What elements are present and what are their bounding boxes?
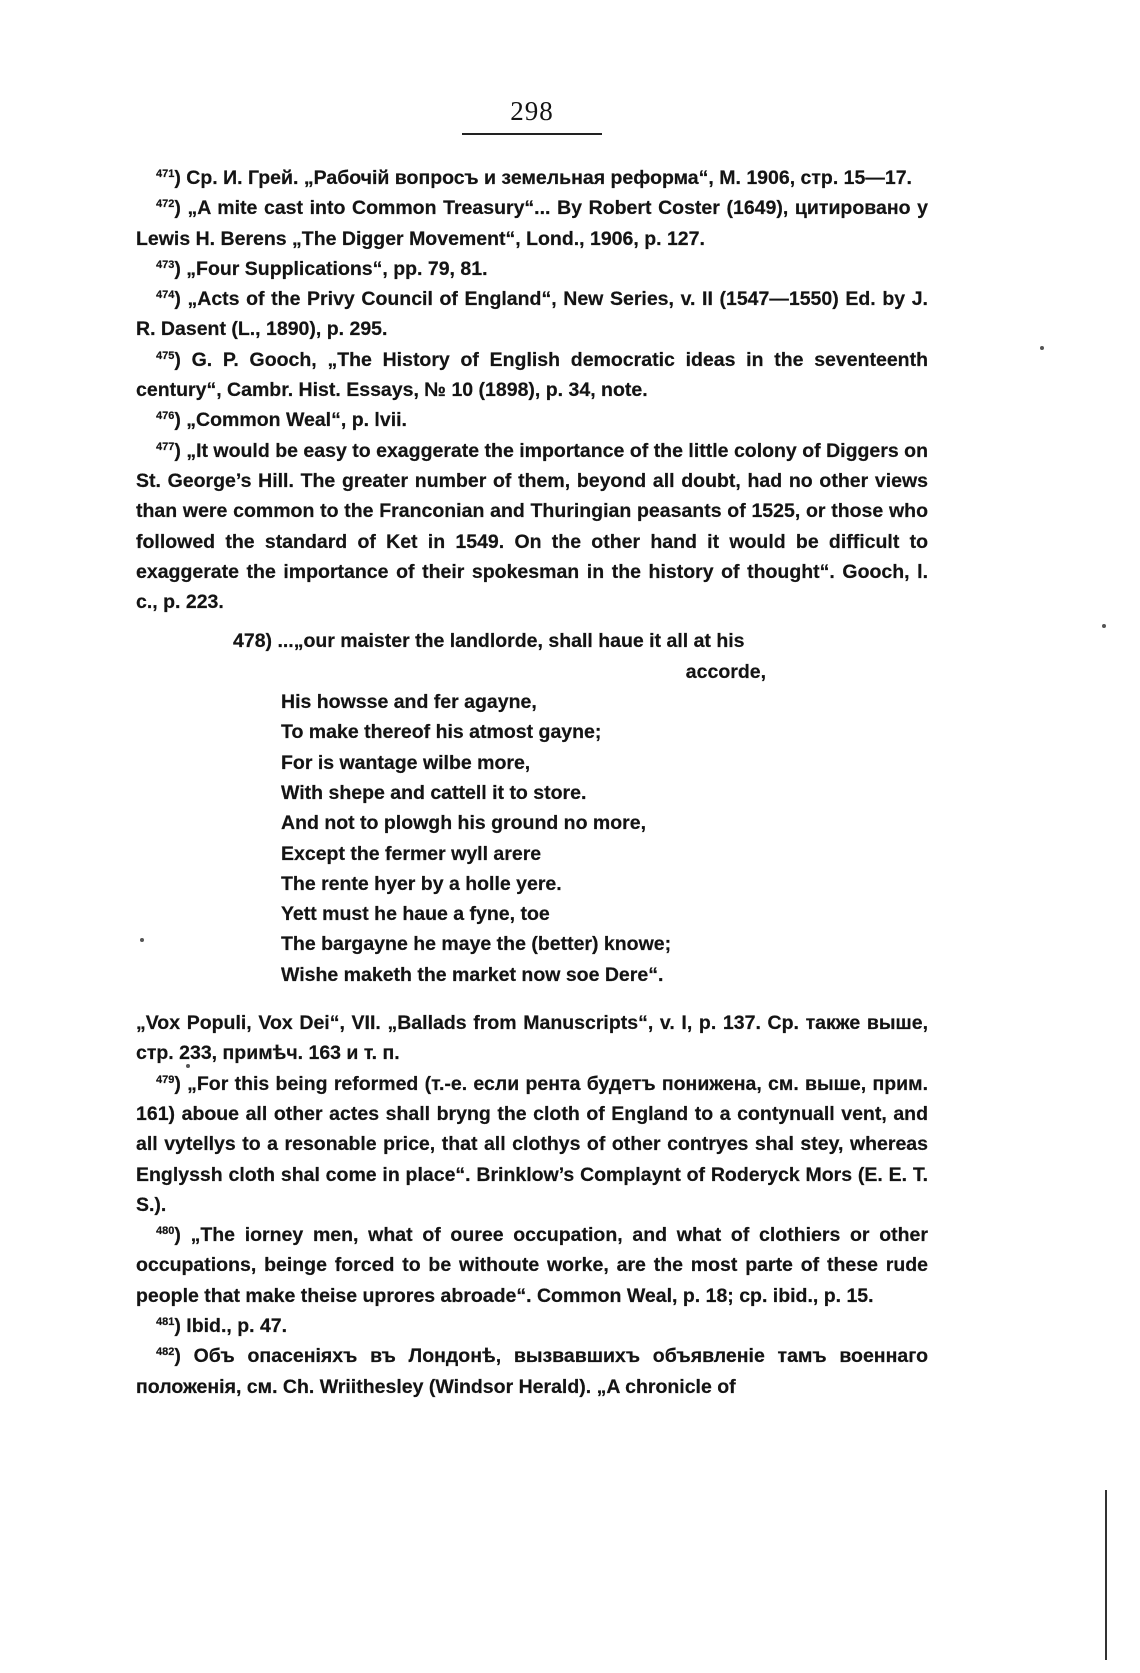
- footnote-number: 472: [156, 198, 175, 211]
- footnote-text: Объ опасеніяхъ въ Лондонѣ, вызвавшихъ объявленіе тамъ военнаго положенія, см. Ch. Wriithesley (Windsor Herald). „A chronicle of: [136, 1345, 928, 1398]
- poem-line: To make thereof his atmost gayne;: [281, 721, 602, 744]
- scan-speck: [1102, 624, 1106, 628]
- poem-line-continuation: accorde,: [685, 660, 766, 683]
- poem-line: His howsse and fer agayne,: [281, 691, 537, 714]
- footnote-number: 478: [233, 630, 266, 653]
- footnote-text: „The iorney men, what of ouree occupation, and what of clothiers or other occupations, beinge forced to be withoute worke, are the most parte of these rude people that make theise uprores abroade“. Common Weal, p. 18; cp. ibid., p. 15.: [136, 1224, 928, 1307]
- footnote-472: $^{472}$) „A mite cast into Common Treasury“... By Robert Coster (1649), цитировано у Lewis H. Berens „The Digger Movement“, Lond., 1906, p. 127.: [136, 197, 928, 250]
- footnotes-body: [136, 163, 928, 1402]
- footnote-number: 474: [156, 289, 175, 302]
- footnote-text: Ibid., p. 47.: [186, 1314, 288, 1337]
- footnote-476: $^{476}$) „Common Weal“, p. lvii.: [156, 409, 407, 432]
- footnote-number: 482: [156, 1346, 175, 1359]
- footnote-text: „Four Supplications“, pp. 79, 81.: [186, 257, 488, 280]
- poem-line: Wishe maketh the market now soe Dere“.: [281, 963, 664, 986]
- footnote-482: $^{482}$) Объ опасеніяхъ въ Лондонѣ, вызвавшихъ объявленіе тамъ военнаго положенія, см. Ch. Wriithesley (Windsor Herald). „A chronicle of: [136, 1345, 928, 1398]
- scan-speck: [186, 1064, 190, 1068]
- poem-quote: [233, 626, 928, 990]
- footnote-479: $^{479}$) „For this being reformed (т.-е. если рента будетъ понижена, см. выше, прим. 161) aboue all other actes shall bryng the cloth of England to a contynuall vent, and all vytellys to a resonable price, that all clothys of other contryes shal stey, whereas Englyssh cloth shal come in place“. Brinklow’s Complaynt of Roderyck Mors (E. E. T. S.).: [136, 1072, 928, 1216]
- footnote-number: 481: [156, 1315, 175, 1328]
- poem-line: And not to plowgh his ground no more,: [281, 812, 647, 835]
- footnote-471: $^{471}$) Ср. И. Грей. „Рабочій вопросъ и земельная реформа“, М. 1906, стр. 15—17.: [156, 167, 912, 189]
- footnote-number: 476: [156, 410, 175, 423]
- poem-line: With shepe and cattell it to store.: [281, 781, 587, 804]
- footnote-473: $^{473}$) „Four Supplications“, pp. 79, 81.: [156, 257, 488, 280]
- footnote-text: „Common Weal“, p. lvii.: [186, 409, 407, 432]
- footnote-text: „Acts of the Privy Council of England“, New Series, v. II (1547—1550) Ed. by J. R. Dasent (L., 1890), p. 295.: [136, 288, 928, 341]
- footnote-481: $^{481}$) Ibid., p. 47.: [156, 1314, 288, 1337]
- footnote-text: „A mite cast into Common Treasury“... By Robert Coster (1649), цитировано у Lewis H. Berens „The Digger Movement“, Lond., 1906, p. 127.: [136, 197, 928, 250]
- footnote-text: „For this being reformed (т.-е. если рента будетъ понижена, см. выше, прим. 161) aboue all other actes shall bryng the cloth of England to a contynuall vent, and all vytellys to a resonable price, that all clothys of other contryes shal stey, whereas Englyssh cloth shal come in place“. Brinklow’s Complaynt of Roderyck Mors (E. E. T. S.).: [136, 1072, 928, 1216]
- poem-line: The rente hyer by a holle yere.: [281, 872, 562, 895]
- footnote-number: 480: [156, 1225, 175, 1238]
- footnote-number: 477: [156, 440, 175, 453]
- poem-line: ...„our maister the landlorde, shall haue it all at his: [277, 630, 745, 653]
- footnote-474: $^{474}$) „Acts of the Privy Council of England“, New Series, v. II (1547—1550) Ed. by J. R. Dasent (L., 1890), p. 295.: [136, 288, 928, 341]
- poem-line: The bargayne he maye the (better) knowe;: [281, 933, 672, 956]
- footnote-number: 475: [156, 349, 175, 362]
- scan-speck: [1040, 346, 1044, 350]
- poem-first-line: 478) ...„our maister the landlorde, shall haue it all at his: [233, 630, 745, 653]
- scan-margin-line: [1105, 1490, 1107, 1660]
- poem-source: „Vox Populi, Vox Dei“, VII. „Ballads from Manuscripts“, v. I, p. 137. Ср. также выше, стр. 233, примѣч. 163 и т. п.: [136, 1012, 928, 1065]
- footnote-475: $^{475}$) G. P. Gooch, „The History of English democratic ideas in the seventeenth century“, Cambr. Hist. Essays, № 10 (1898), p. 34, note.: [136, 348, 928, 402]
- header-rule: [462, 133, 602, 135]
- poem-line: Except the fermer wyll arere: [281, 842, 542, 865]
- footnote-480: $^{480}$) „The iorney men, what of ouree occupation, and what of clothiers or other occupations, beinge forced to be withoute worke, are the most parte of these rude people that make theise uprores abroade“. Common Weal, p. 18; cp. ibid., p. 15.: [136, 1224, 928, 1307]
- footnote-number: 479: [156, 1073, 175, 1086]
- page-number: 298: [510, 96, 554, 126]
- footnote-477: $^{477}$) „It would be easy to exaggerate the importance of the little colony of Diggers on St. George’s Hill. The greater number of them, beyond all doubt, had no other views than were common to the Franconian and Thuringian peasants of 1525, or those who followed the standard of Ket in 1549. On the other hand it would be difficult to exaggerate the importance of their spokesman in the history of thought“. Gooch, l. c., p. 223.: [136, 439, 928, 614]
- poem-line: For is wantage wilbe more,: [281, 751, 531, 774]
- footnote-text: „It would be easy to exaggerate the importance of the little colony of Diggers on St. George’s Hill. The greater number of them, beyond all doubt, had no other views than were common to the Franconian and Thuringian peasants of 1525, or those who followed the standard of Ket in 1549. On the other hand it would be difficult to exaggerate the importance of their spokesman in the history of thought“. Gooch, l. c., p. 223.: [136, 439, 928, 614]
- poem-line: Yett must he haue a fyne, toe: [281, 903, 550, 926]
- footnote-number: 473: [156, 258, 175, 271]
- scan-speck: [140, 938, 144, 942]
- footnote-text: G. P. Gooch, „The History of English democratic ideas in the seventeenth century“, Cambr. Hist. Essays, № 10 (1898), p. 34, note.: [136, 348, 928, 402]
- footnote-text: Ср. И. Грей. „Рабочій вопросъ и земельная реформа“, М. 1906, стр. 15—17.: [186, 167, 912, 189]
- footnote-number: 471: [156, 168, 175, 180]
